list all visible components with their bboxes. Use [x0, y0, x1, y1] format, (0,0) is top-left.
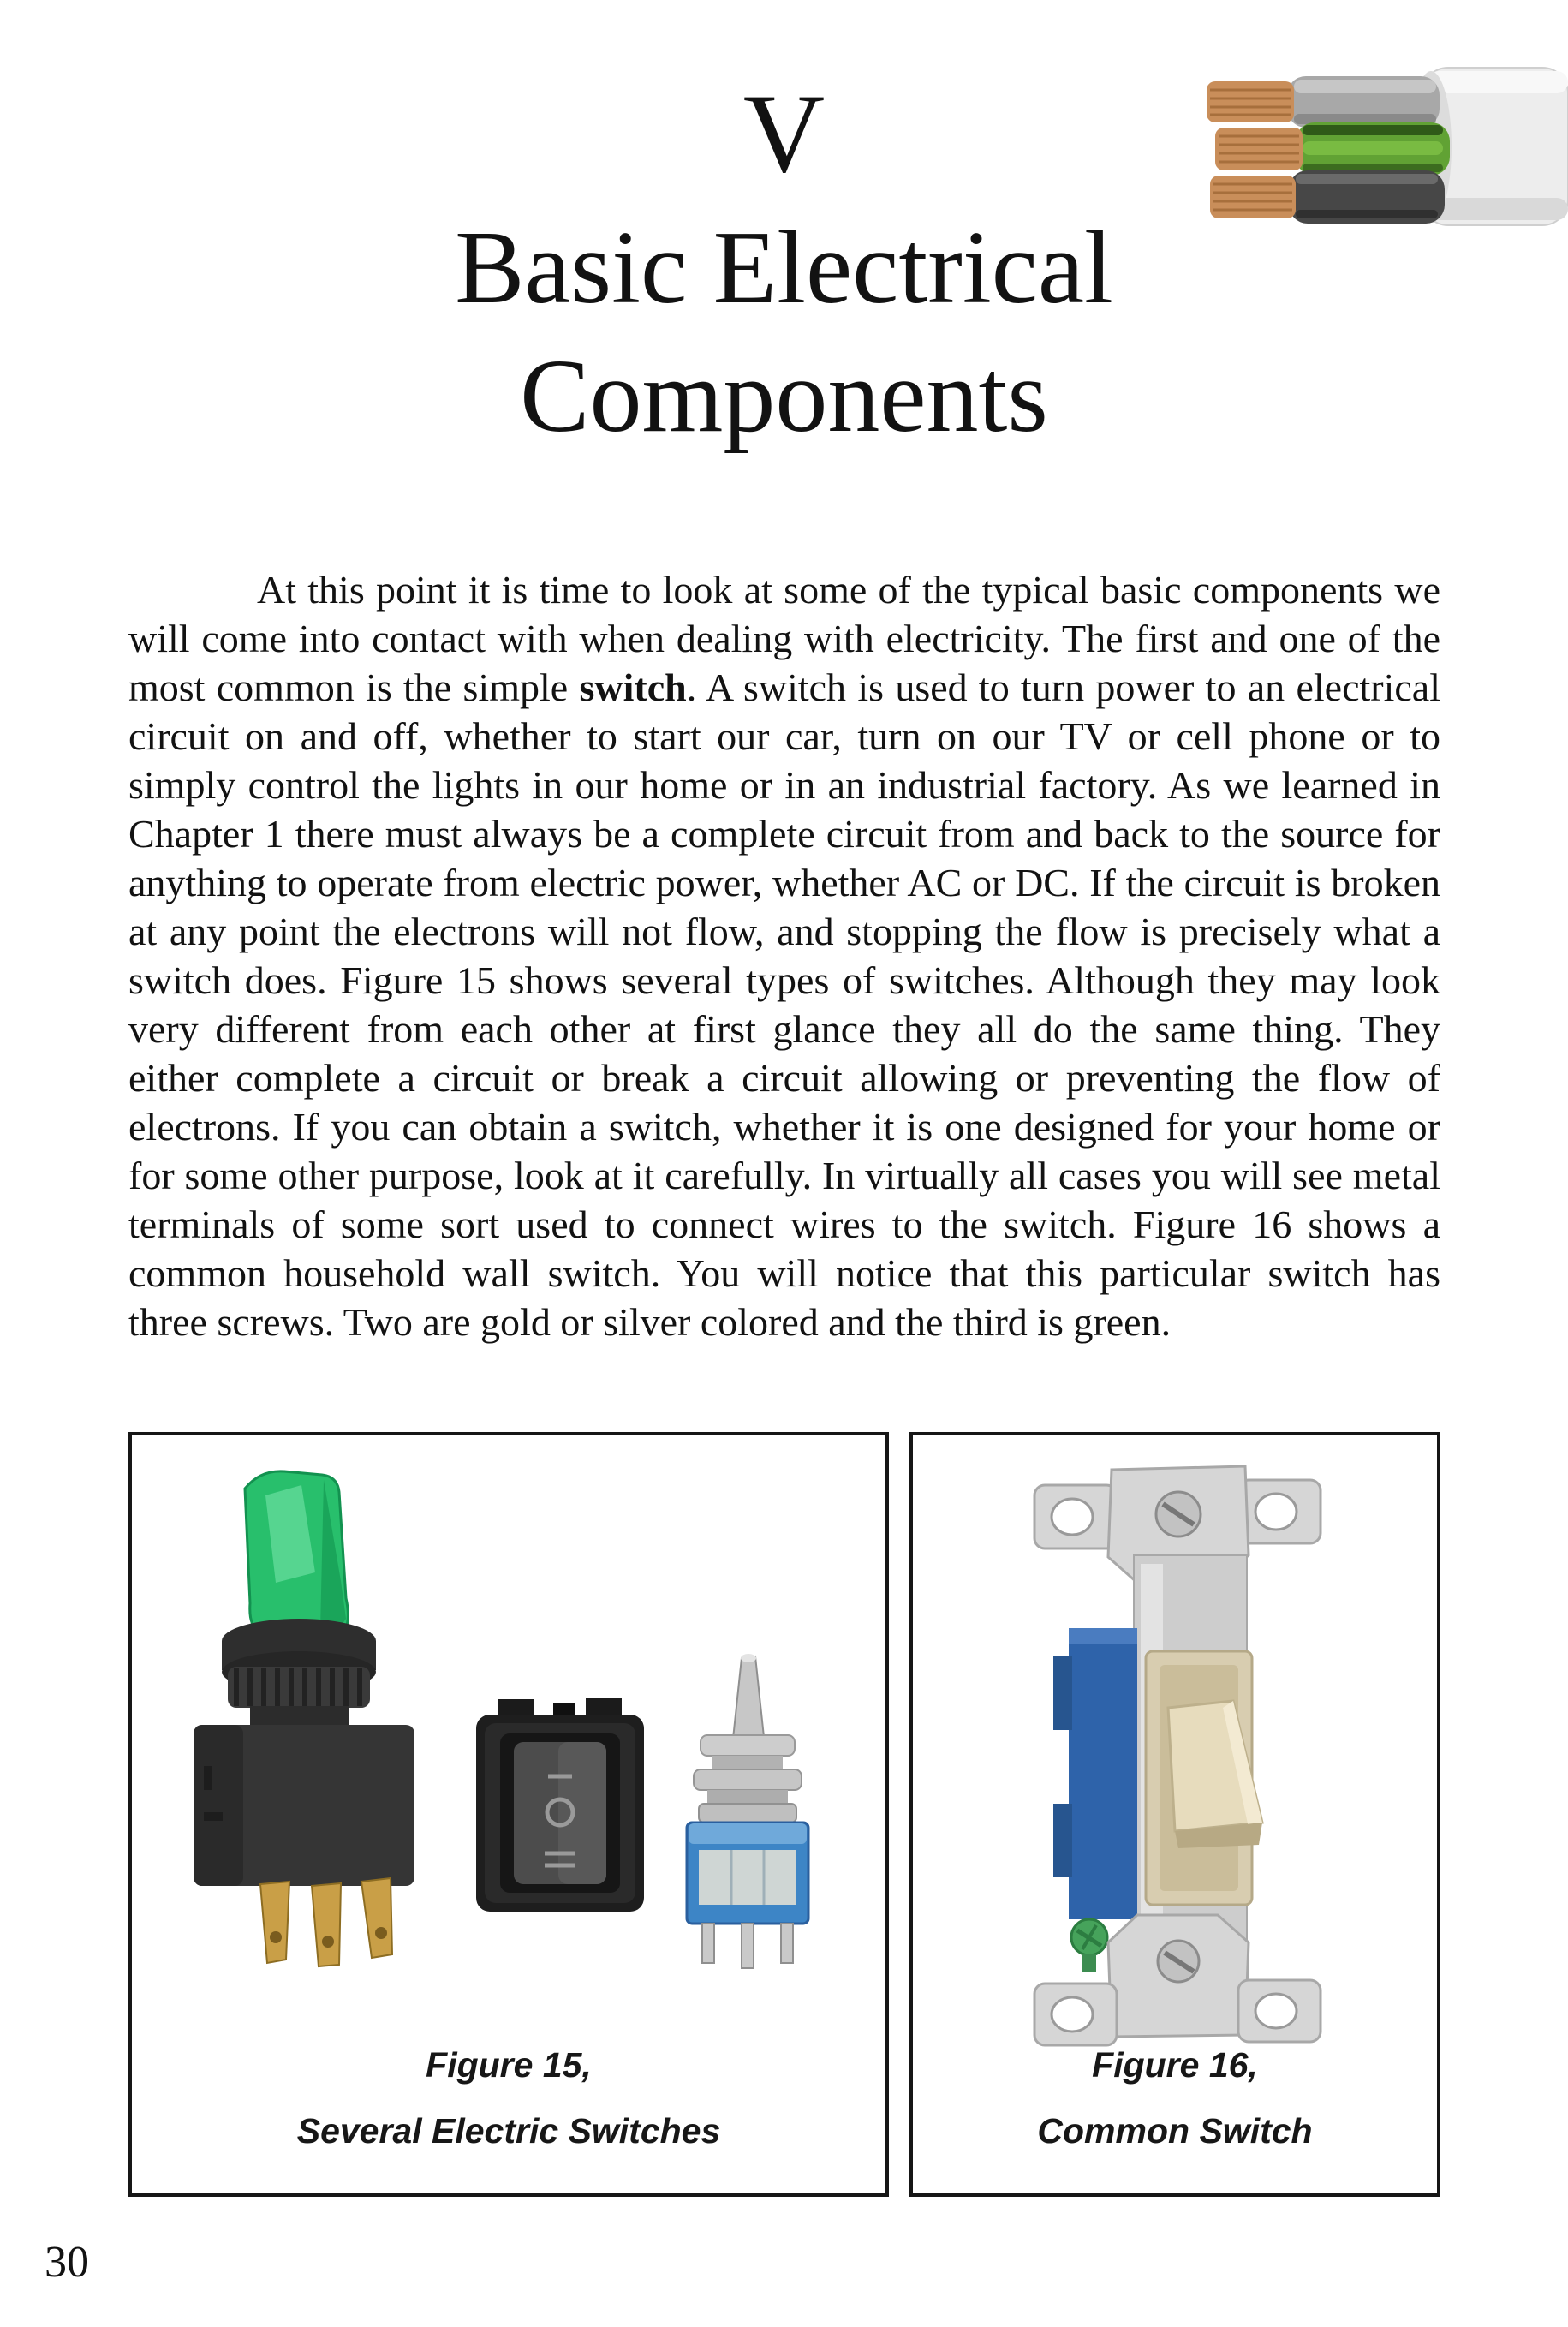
body-text-before-bold: At this point it is time to look at some of the typical basic components we will come into contact with when dealing with electricity. The first and one of the most common is the simple: [128, 568, 1440, 709]
figure-16-box: [909, 1432, 1440, 2197]
body-text-after-bold: . A switch is used to turn power to an electrical circuit on and off, whether to start our car, turn on our TV or cell phone or to simply control the lights in our home or in an industrial factory. As we learned in Chapter 1 there must always be a complete circuit from and back to the source for anything to operate from electric power, whether AC or DC. If the circuit is broken at any point the electrons will not flow, and stopping the flow is precisely what a switch does. Figure 15 shows several types of switches. Although they may look very different from each other at first glance they all do the same thing. They either complete a circuit or break a circuit allowing or preventing the flow of electrons. If you can obtain a switch, whether it is one designed for your home or for some other purpose, look at it carefully. In virtually all cases you will see metal terminals of some sort used to connect wires to the switch. Figure 16 shows a common household wall switch. You will notice that this particular switch has three screws. Two are gold or silver colored and the third is green.: [128, 665, 1440, 1344]
page-number: 30: [45, 2238, 89, 2287]
figure-16-caption-line-1: Figure 16,: [1092, 2045, 1258, 2085]
chapter-heading: [0, 63, 1568, 461]
figure-15-caption-line-2: Several Electric Switches: [296, 2111, 721, 2151]
figure-15-caption: [132, 2032, 885, 2164]
figure-16-caption: [913, 2032, 1437, 2164]
figure-15-box: [128, 1432, 889, 2197]
chapter-title-line-1: Basic Electrical: [455, 210, 1113, 325]
gold-spade-terminals: [260, 1878, 392, 1966]
several-switches-graphic: [132, 1435, 885, 1984]
figure-15-image: [132, 1435, 885, 1988]
solder-pins: [702, 1924, 793, 1968]
wall-toggle-switch: [1034, 1466, 1321, 2045]
chapter-numeral: V: [742, 70, 826, 196]
blue-switch-body: [1053, 1628, 1137, 1919]
green-toggle-switch: [194, 1471, 414, 1966]
ground-screw-green: [1071, 1919, 1107, 1972]
wall-switch-graphic: [913, 1435, 1437, 2088]
bold-word-switch: switch: [579, 665, 687, 709]
chapter-title-line-2: Components: [520, 338, 1048, 454]
mini-toggle-switch: [687, 1654, 808, 1968]
figure-16-image: [913, 1435, 1437, 2092]
body-paragraph: [128, 565, 1440, 1346]
figure-16-caption-line-2: Common Switch: [1037, 2111, 1313, 2151]
figure-15-caption-line-1: Figure 15,: [426, 2045, 592, 2085]
rocker-switch: [476, 1698, 644, 1912]
